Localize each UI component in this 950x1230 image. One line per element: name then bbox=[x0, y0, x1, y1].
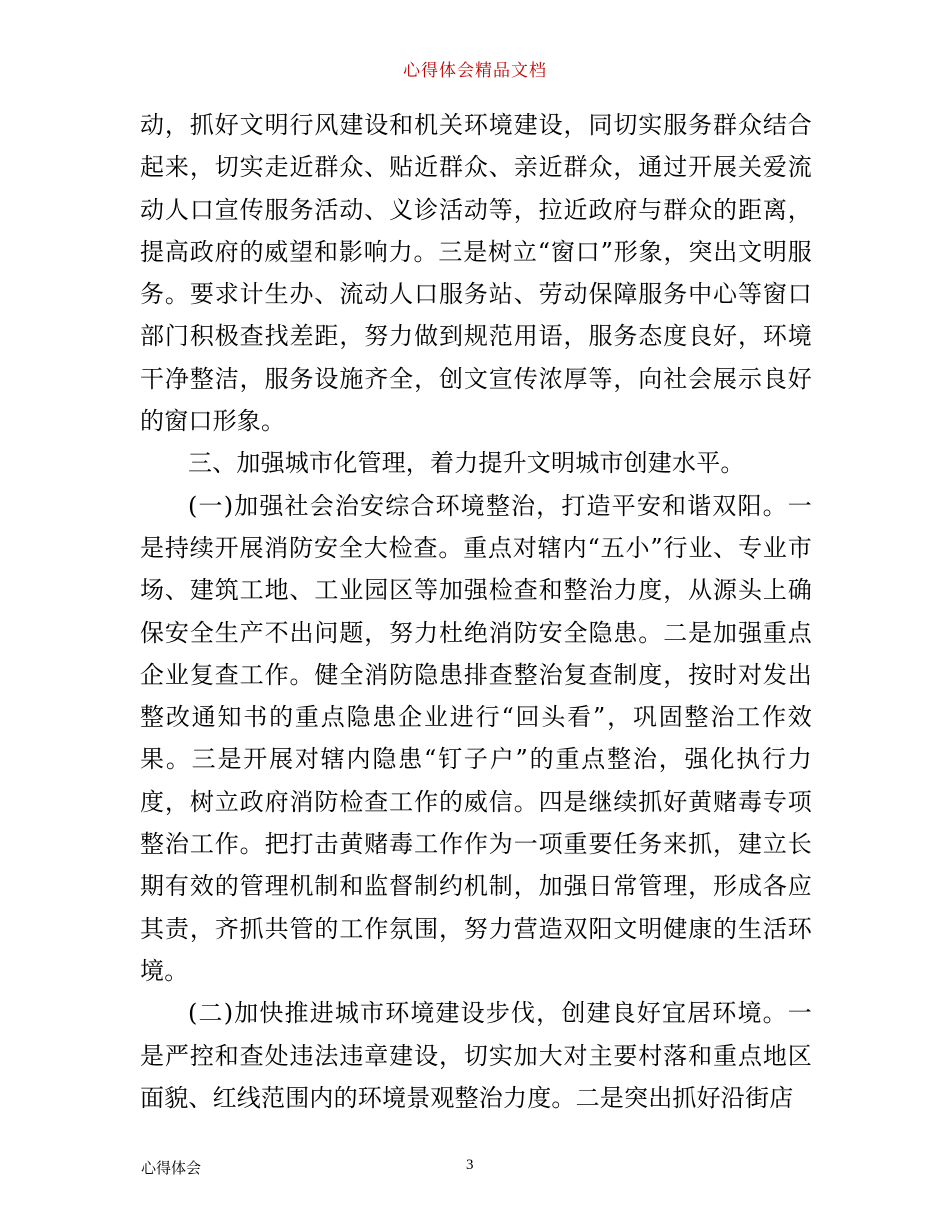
paragraph-security: (一)加强社会治安综合环境整治，打造平安和谐双阳。一是持续开展消防安全大检查。重点对辖内“五小”行业、专业市场、建筑工地、工业园区等加强检查和整治力度，从源头上确保安全生产不出问题，努力杜绝消防安全隐患。二是加强重点企业复查工作。健全消防隐患排查整治复查制度，按时对发出整改通知书的重点隐患企业进行“回头看”，巩固整治工作效果。三是开展对辖内隐患“钉子户”的重点整治，强化执行力度，树立政府消防检查工作的威信。四是继续抓好黄赌毒专项整治工作。把打击黄赌毒工作作为一项重要任务来抓，建立长期有效的管理机制和监督制约机制，加强日常管理，形成各应其责，齐抓共管的工作氛围，努力营造双阳文明健康的生活环境。 bbox=[140, 491, 812, 985]
page-header: 心得体会精品文档 bbox=[403, 61, 547, 81]
section-heading: 三、加强城市化管理，着力提升文明城市创建水平。 bbox=[188, 449, 745, 478]
footer-label: 心得体会 bbox=[141, 1159, 202, 1177]
page-number: 3 bbox=[466, 1157, 474, 1173]
paragraph-continuation: 动，抓好文明行风建设和机关环境建设，同切实服务群众结合起来，切实走近群众、贴近群众、亲近群众，通过开展关爱流动人口宣传服务活动、义诊活动等，拉近政府与群众的距离，提高政府的威望和影响力。三是树立“窗口”形象，突出文明服务。要求计生办、流动人口服务站、劳动保障服务中心等窗口部门积极查找差距，努力做到规范用语，服务态度良好，环境干净整洁，服务设施齐全，创文宣传浓厚等，向社会展示良好的窗口形象。 bbox=[140, 111, 812, 436]
document-body bbox=[140, 104, 812, 1119]
paragraph-environment: (二)加快推进城市环境建设步伐，创建良好宜居环境。一是严控和查处违法违章建设，切实加大对主要村落和重点地区面貌、红线范围内的环境景观整治力度。二是突出抓好沿街店 bbox=[140, 999, 812, 1112]
